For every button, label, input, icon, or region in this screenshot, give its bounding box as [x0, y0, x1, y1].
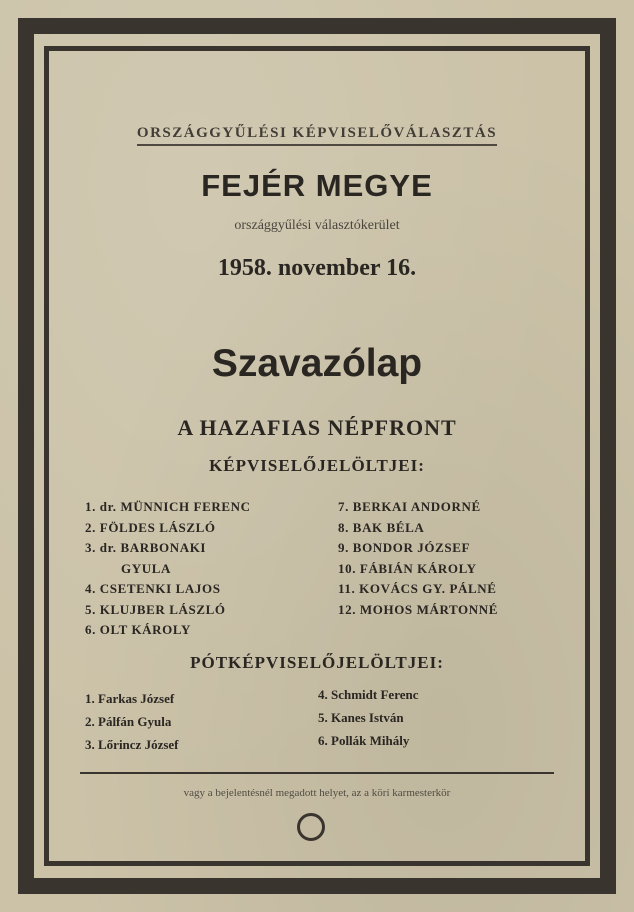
candidates-left-column — [85, 497, 251, 641]
vote-circle[interactable] — [297, 813, 325, 841]
substitutes-right-column — [318, 683, 419, 752]
candidate-item: GYULA — [121, 560, 171, 576]
district-subtitle: országgyűlési választókerület — [234, 218, 400, 233]
candidates-heading: KÉPVISELŐJELÖLTJEI: — [209, 456, 425, 475]
candidate-item: 7. BERKAI ANDORNÉ — [338, 499, 481, 514]
candidate-item: 11. KOVÁCS GY. PÁLNÉ — [338, 581, 497, 596]
substitute-item: 5. Kanes István — [318, 710, 404, 725]
candidate-item: 6. OLT KÁROLY — [85, 622, 191, 637]
substitute-item: 6. Pollák Mihály — [318, 733, 410, 748]
voting-instruction: vagy a bejelentésnél megadott helyet, az a körí karmesterkör — [183, 787, 451, 799]
election-type-label: ORSZÁGGYŰLÉSI KÉPVISELŐVÁLASZTÁS — [137, 125, 497, 146]
candidates-right-column — [338, 497, 498, 620]
county-title: FEJÉR MEGYE — [201, 168, 433, 203]
candidate-item: 8. BAK BÉLA — [338, 519, 425, 535]
candidate-item: 5. KLUJBER LÁSZLÓ — [85, 601, 226, 617]
candidate-item: 12. MOHOS MÁRTONNÉ — [338, 601, 498, 617]
ballot-content — [60, 60, 574, 850]
candidate-item: 1. dr. MÜNNICH FERENC — [85, 499, 251, 514]
candidate-item: 9. BONDOR JÓZSEF — [338, 540, 471, 555]
election-type — [60, 125, 574, 146]
substitutes-left-column — [85, 687, 179, 756]
substitute-item: 1. Farkas József — [85, 691, 175, 706]
bottom-divider — [80, 772, 554, 774]
ballot-title: Szavazólap — [211, 342, 423, 385]
election-date: 1958. november 16. — [217, 255, 417, 281]
candidate-item: 2. FÖLDES LÁSZLÓ — [85, 519, 216, 535]
candidate-item: 10. FÁBIÁN KÁROLY — [338, 560, 477, 576]
front-name: A HAZAFIAS NÉPFRONT — [177, 415, 457, 440]
candidate-item: 3. dr. BARBONAKI — [85, 540, 207, 555]
substitute-item: 2. Pálfán Gyula — [85, 714, 172, 729]
substitutes-heading: PÓTKÉPVISELŐJELÖLTJEI: — [190, 653, 444, 672]
candidate-item: 4. CSETENKI LAJOS — [85, 581, 221, 596]
substitute-item: 3. Lőrincz József — [85, 737, 179, 752]
substitute-item: 4. Schmidt Ferenc — [318, 687, 419, 702]
